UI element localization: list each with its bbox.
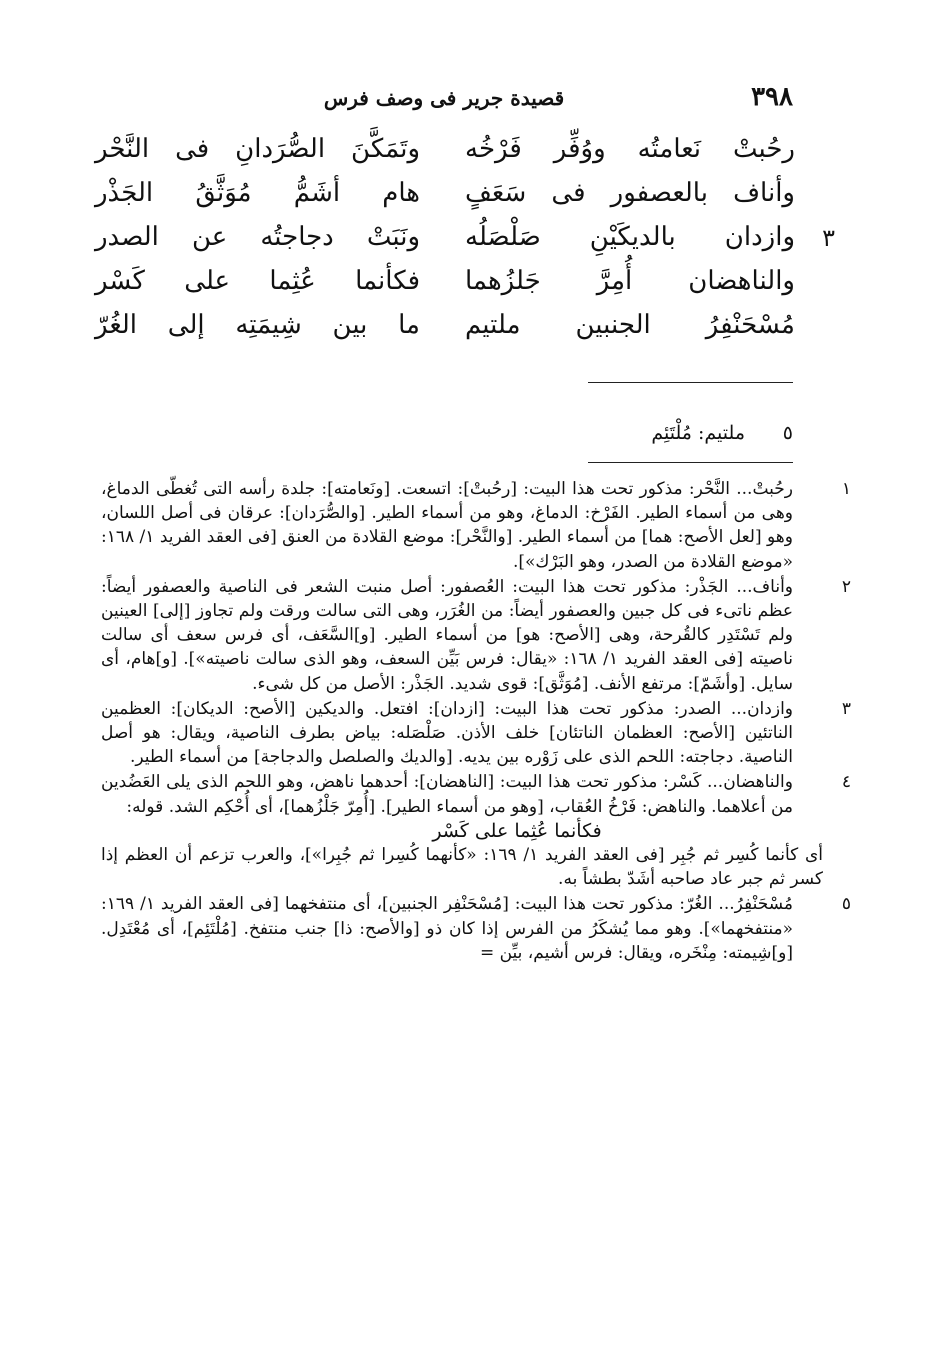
note-text: وازدان... الصدر: مذكور تحت هذا البيت: [ازدان]: افتعل. والديكين [الأصح: الديكان]: العظمين الناتئين [الأصح: العظمان الناتئان] خلف الأذن. صَلْصَله: بياض بطرف الناصية، ويقال: هو أصل الناصية. دجاجته: اللحم الذى على زَوْره بين يديه. [والديك والصلصل والدجاجة] من أسماء الطير.: [101, 698, 793, 768]
notes-rule: [588, 462, 793, 463]
page-number: ٣٩٨: [751, 82, 793, 112]
note-5: [101, 892, 851, 965]
poem-verses: [95, 132, 835, 352]
verse-second-hemistich: ونَبَتْ دجاجتُه عن الصدر: [95, 222, 420, 252]
verse-second-hemistich: هام أشَمُّ مُوَثَّقُ الجَذْر: [95, 178, 420, 208]
note-3: [101, 697, 851, 770]
verse-second-hemistich: ما بين شِيمَتِه إلى الغُرّ: [95, 310, 420, 340]
verse-second-hemistich: فكأنما عُثِما على كَسْر: [95, 266, 420, 296]
quoted-hemistich: فكأنما عُثِما على كَسْر: [432, 819, 602, 842]
verse-2: [95, 176, 795, 220]
page-header: [95, 82, 793, 116]
verse-first-hemistich: وأناف بالعصفور فى سَعَفٍ: [465, 178, 795, 208]
verse-first-hemistich: والناهضان أُمِرَّ جَلزُهما: [465, 266, 795, 296]
variant-reading: [463, 422, 793, 444]
verse-5: [95, 308, 795, 352]
note-text: رحُبتْ... النَّحْر: مذكور تحت هذا البيت: [رحُبتْ]: اتسعت. [ونَعامته]: جلدة رأسه التى تُغطّى الدماغ، وهى من أسماء الطير. الفَرْخ: الدماغ، وهو من أسماء الطير. [والصُّرَدان]: عرقان فى أصل اللسان، وهو [لعل الأصح: هما] من أسماء الطير. [والنَّحْر]: موضع القلادة من العنق [فى العقد الفريد ١/ ١٦٨: «موضع القلادة من الصدر، وهو البَرْك»].: [101, 479, 793, 572]
variant-rule: [588, 382, 793, 383]
running-title: قصيدة جرير فى وصف فرس: [323, 86, 565, 110]
verse-first-hemistich: مُسْحَنْفِرُ الجنبين ملتيم: [465, 310, 795, 340]
note-number: ٢: [841, 576, 851, 597]
note-number: ٤: [841, 772, 851, 793]
verse-first-hemistich: رحُبتْ نَعامتُه ووُفِّر فَرْخُه: [465, 134, 795, 164]
note-1: [101, 477, 851, 574]
note-2: [101, 575, 851, 696]
note-number: ٣: [841, 698, 851, 719]
variant-text: ملتيم: مُلْتَئِم: [651, 422, 745, 444]
note-4: [101, 770, 851, 891]
note-number: ١: [841, 479, 851, 499]
note-text: مُسْحَنْفِرُ... الغُرّ: مذكور تحت هذا البيت: [مُسْحَنْفِر الجنبين]، أى منتفخهما [فى العقد الفريد ١/ ١٦٩: «منتفخهما»]. وهو مما يُشكَرُ من الفرس إذا كان ذو [والأصح: ذا] جنب منتفخ. [مُلْتَئِم]، أى مُعْتَدِل. [و]شِيمته: مِنْخَره، ويقال: فرس أشيم، بيِّن =: [101, 894, 793, 963]
variant-number: ٥: [782, 422, 793, 444]
verse-number: ٣: [822, 224, 835, 252]
verse-second-hemistich: وتَمَكَّنَ الصُّرَدانِ فى النَّحْر: [95, 134, 420, 164]
note-text: وأناف... الجَذْر: مذكور تحت هذا البيت: العُصفور: أصل منبت الشعر فى الناصية والعصفور أيضاً: عظم ناتىء فى كل جبين والعصفور أيضاً: من الغُرَر، وهى التى سالت ورقت ولم تجاوز [إلى] العينين ولم تَسْتَدِر كالقُرحة، وهى [الأصح: هو] من أسماء الطير. [و]السَّعَف، أى فرس سعف أى سالت ناصيته [فى العقد الفريد ١/ ١٦٨: «يقال: فرس بَيِّن السعف، وهو الذى سالت ناصيته»]. [و]هام، أى سايل. [وأشَمّ]: مرتفع الأنف. [مُوَثَّق]: قوى شديد. الجَذْر: الأصل من كل شىء.: [101, 576, 793, 694]
verse-4: [95, 264, 795, 308]
note-number: ٥: [841, 894, 851, 915]
verse-3: [95, 220, 835, 264]
commentary-notes: [101, 477, 851, 966]
verse-first-hemistich: وازدان بالديكَيْنِ صَلْصَلُه: [465, 222, 795, 252]
note-text: والناهضان... كَسْر: مذكور تحت هذا البيت: [الناهضان]: أحدهما ناهض، وهو اللحم الذى يلى العَضُدين من أعلاهما. والناهض: فَرْخُ العُقاب، [وهو من أسماء الطير]. [أُمِرّ جَلْزُهما]، أى أُحْكِم الشد. قوله:: [101, 772, 793, 817]
verse-1: [95, 132, 795, 176]
note-continuation: أى كأنما كُسِر ثم جُبِر [فى العقد الفريد ١/ ١٦٩: «كأنهما كُسِرا ثم جُبِرا»]، والعرب تزعم أن العظم إذا كسر ثم جبر عاد صاحبه أشَدّ بطشاً به.: [101, 845, 823, 890]
